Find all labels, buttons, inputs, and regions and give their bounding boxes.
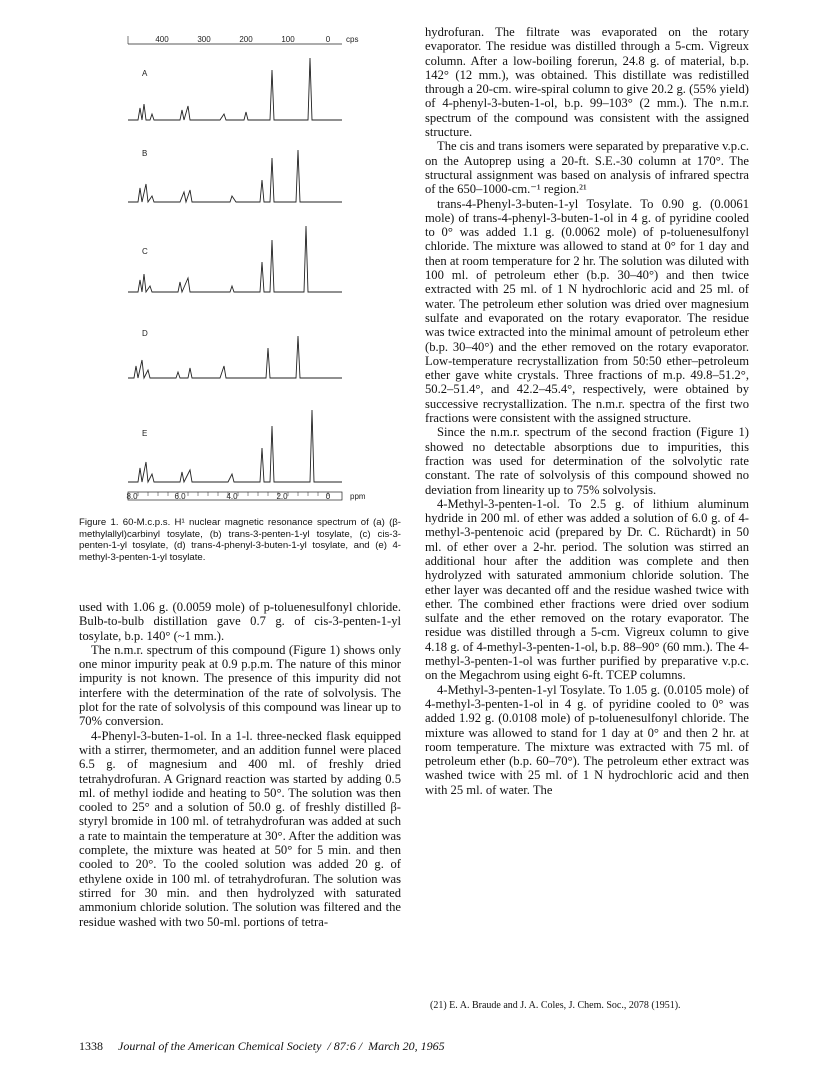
bottom-axis [126,492,365,501]
spectrum-e [128,410,342,482]
figure-caption [79,517,401,563]
paragraph: The n.m.r. spectrum of this compound (Figure 1) shows only one minor impurity peak at 0.9 p.p.m. The nature of this minor impurity is not known. The presence of this impurity did not interfere with the determination of the rate of solvolysis. The plot for the rate of solvolysis of this compound was linear up to 70% conversion. [79,642,401,729]
paragraph: 4-Methyl-3-penten-1-yl Tosylate. To 1.05 g. (0.0105 mole) of 4-methyl-3-penten-1-ol in 4 g. of pyridine cooled to 0° was added 1.92 g. (0.0108 mole) of p-toluenesulfonyl chloride. The mixture was allowed to stand for 1 day at 0° and then 2 hr. at room temperature. The mixture was extracted with 75 ml. of petroleum ether (b.p. 60–70°). The petroleum ether extract was washed twice with 25 ml. of 1 N hydrochloric acid and then with 25 ml. of water. The [425,682,749,797]
left-column [79,600,401,929]
bottom-tick-6: 6.0 [174,492,186,501]
paragraph: The cis and trans isomers were separated by preparative v.p.c. on the Autoprep using a 20-ft. S.E.-30 column at 170°. The structural assignment was based on analysis of infrared spectra of the 650–1000-cm.⁻¹ region.²¹ [425,139,749,197]
top-tick-200: 200 [239,35,253,44]
spectrum-b [128,150,342,202]
spectrum-d [128,336,342,378]
page-footer [79,1039,445,1054]
top-tick-100: 100 [281,35,295,44]
panel-label-e: E [142,429,148,438]
journal-name: Journal of the American Chemical Society [118,1039,322,1053]
right-column [425,25,749,797]
journal-issue: / 87:6 / [327,1039,363,1053]
top-axis [128,35,358,44]
paragraph: Since the n.m.r. spectrum of the second fraction (Figure 1) showed no detectable absorptions due to impurities, this fraction was used for determination of the solvolytic rate constant. The rate of solvolysis of this compound showed no deviation from linearity up to 75% solvolysis. [425,425,749,497]
figure-caption-text: 60-M.c.p.s. H¹ nuclear magnetic resonance spectrum of (a) (β-methylallyl)carbinyl tosylate, (b) trans-3-penten-1-yl tosylate, (c) cis-3-penten-1-yl tosylate, (d) trans-4-phenyl-3-buten-1-yl tosylate, and (e) 4-methyl-3-penten-1-yl tosylate. [79,517,401,563]
page-number: 1338 [79,1039,103,1053]
figure-caption-lead: Figure 1. [79,517,119,528]
bottom-axis-unit: ppm [350,492,366,501]
bottom-tick-4: 4.0 [226,492,238,501]
paragraph: used with 1.06 g. (0.0059 mole) of p-toluenesulfonyl chloride. Bulb-to-bulb distillation gave 0.7 g. of cis-3-penten-1-yl tosylate, b.p. 140° (~1 mm.). [79,600,401,643]
top-tick-400: 400 [155,35,169,44]
bottom-tick-8: 8.0 [126,492,138,501]
panel-label-c: C [142,247,148,256]
paragraph: trans-4-Phenyl-3-buten-1-yl Tosylate. To 0.90 g. (0.0061 mole) of trans-4-phenyl-3-buten-1-ol in 4 g. of pyridine cooled to 0° was added 1.1 g. (0.0062 mole) of p-toluenesulfonyl chloride. The mixture was allowed to stand at 0° for 1 day and then at room temperature for 2 hr. The solution was diluted with 100 ml. of petroleum ether (b.p. 30–40°) and then twice extracted with 25 ml. of 1 N hydrochloric acid and 25 ml. of water. The petroleum ether solution was dried over magnesium sulfate and evaporated on the rotary evaporator. The residue was twice extracted into the minimal amount of petroleum ether (b.p. 30–40°) and the ether removed on the rotary evaporator. Low-temperature recrystallization from 50:50 ether–petroleum ether gave white crystals. Three fractions of m.p. 49.8–51.2°, 50.2–51.4°, and 42.2–45.4°, respectively, were obtained by successive recrystallization. The n.m.r. spectra of the first two fractions were consistent with the assigned structure. [425,196,749,426]
panel-label-b: B [142,149,148,158]
bottom-tick-0: 0 [325,492,331,501]
spectrum-c [128,226,342,292]
footnote: (21) E. A. Braude and J. A. Coles, J. Chem. Soc., 2078 (1951). [430,1000,681,1011]
spectrum-a [128,58,342,120]
journal-date: March 20, 1965 [368,1039,445,1053]
nmr-spectrum-figure [120,30,366,510]
panel-label-d: D [142,329,148,338]
bottom-tick-2: 2.0 [276,492,288,501]
top-tick-300: 300 [197,35,211,44]
panel-label-a: A [142,69,148,78]
paragraph: 4-Methyl-3-penten-1-ol. To 2.5 g. of lithium aluminum hydride in 200 ml. of ether was added a solution of 6.0 g. of 4-methyl-3-pentenoic acid (prepared by Dr. C. Rüchardt) in 50 ml. of ether over a 2-hr. period. The solution was stirred an additional hour after the addition was complete and then hydrolyzed with saturated ammonium chloride solution. The ether layer was decanted off and the residue washed twice with ether. The combined ether fractions were dried over sodium sulfate and the ether removed on the rotary evaporator. The residue was distilled through a 5-cm. Vigreux column to give 4.18 g. of 4-methyl-3-penten-1-ol, b.p. 88–90° (60 mm.). The 4-methyl-3-penten-1-ol was further purified by preparative v.p.c. on the Megachrom using eight 6-ft. TCEP columns. [425,496,749,683]
paragraph: hydrofuran. The filtrate was evaporated on the rotary evaporator. The residue was distilled through a 5-cm. Vigreux column. After a low-boiling forerun, 24.8 g. of material, b.p. 142° (12 mm.), was obtained. This distillate was redistilled through a 20-cm. wire-spiral column to give 20.2 g. (55% yield) of 4-phenyl-3-buten-1-ol, b.p. 99–103° (2 mm.). The n.m.r. spectrum of the compound was consistent with the assigned structure. [425,25,749,140]
paragraph: 4-Phenyl-3-buten-1-ol. In a 1-l. three-necked flask equipped with a stirrer, thermometer, and an addition funnel were placed 6.5 g. of magnesium and 400 ml. of freshly dried tetrahydrofuran. A Grignard reaction was started by adding 0.5 ml. of methyl iodide and heating to 50°. The solution was then cooled to 25° and a solution of 50.0 g. of freshly distilled β-styryl bromide in 100 ml. of tetrahydrofuran was added at such a rate to maintain the temperature at 30°. After the addition was complete, the mixture was heated at 50° for 5 min. and then cooled to 20°. To the cooled solution was added 20 g. of ethylene oxide in 100 ml. of tetrahydrofuran. The solution was stirred for 30 min. and then hydrolyzed with saturated ammonium chloride solution. The solution was filtered and the residue washed with two 50-ml. portions of tetra- [79,728,401,929]
top-tick-0: 0 [325,35,331,44]
top-axis-unit: cps [346,35,359,44]
